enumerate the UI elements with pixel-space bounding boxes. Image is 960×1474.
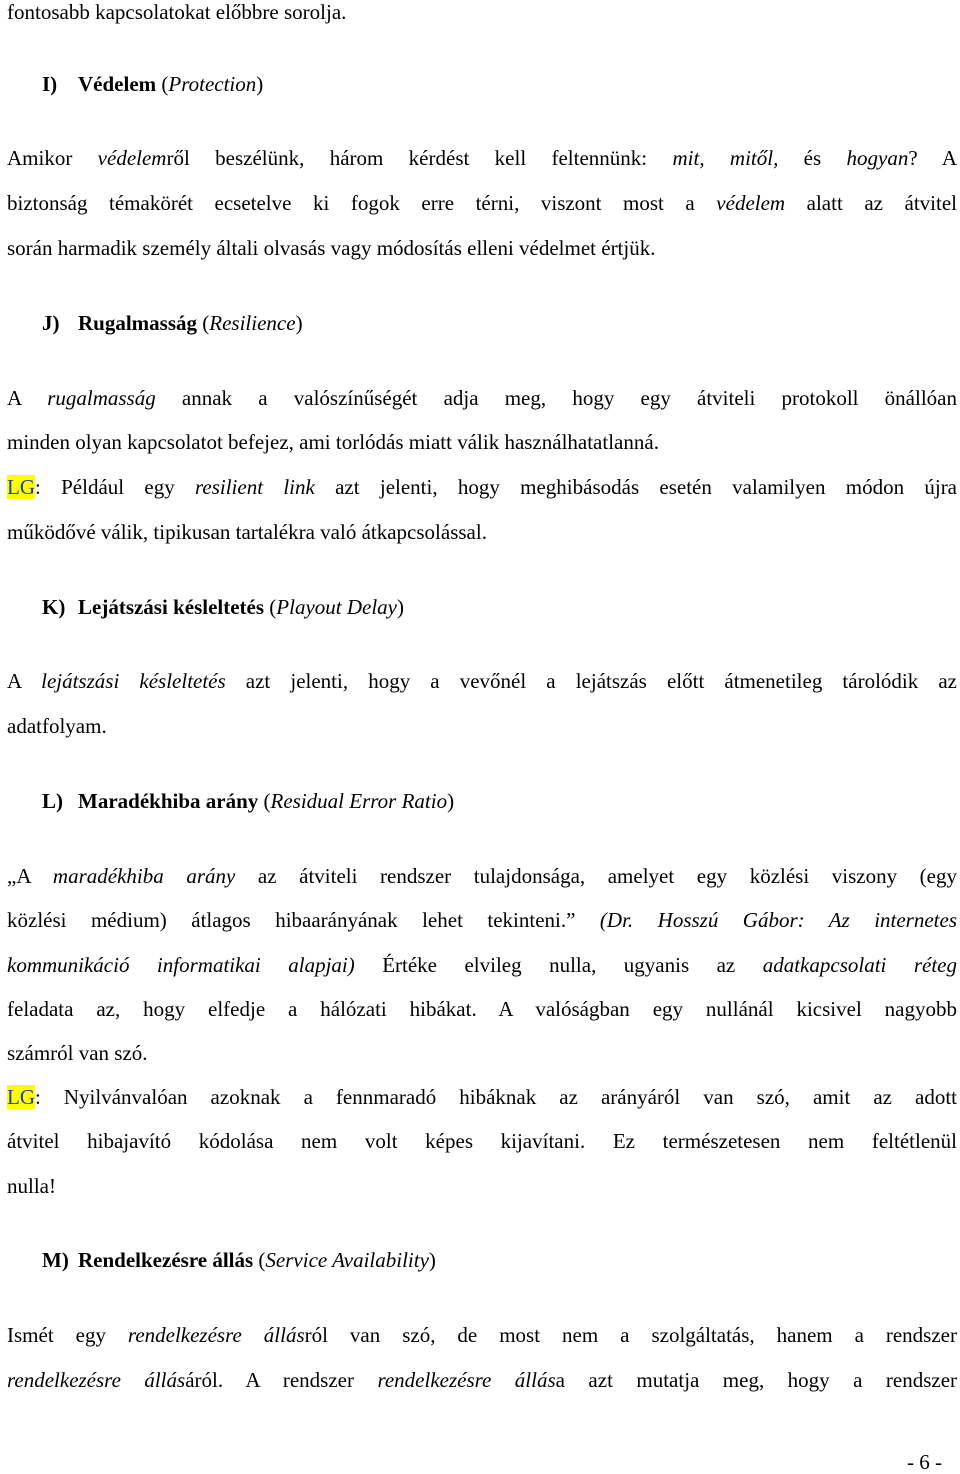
paragraph-line: Amikor védelemről beszélünk, három kérdést kell feltennünk: mit, mitől, és hogyan? A — [7, 146, 958, 170]
lg-highlight: LG — [7, 475, 35, 499]
section-heading-playout-delay: K) Lejátszási késleltetés (Playout Delay) — [42, 595, 404, 619]
lg-highlight: LG — [7, 1085, 35, 1109]
paragraph-line: rendelkezésre állásáról. A rendszer rendelkezésre állása azt mutatja meg, hogy a rendszer — [7, 1368, 958, 1392]
paragraph-line: A lejátszási késleltetés azt jelenti, hogy a vevőnél a lejátszás előtt átmenetileg tárolódik az — [7, 669, 957, 693]
paragraph-line: fontosabb kapcsolatokat előbbre sorolja. — [7, 0, 347, 24]
paragraph-line: feladata az, hogy elfedje a hálózati hibákat. A valóságban egy nullánál kicsivel nagyobb — [7, 997, 957, 1021]
paragraph-line: során harmadik személy általi olvasás vagy módosítás elleni védelmet értjük. — [7, 236, 656, 260]
paragraph-line: A rugalmasság annak a valószínűségét adja meg, hogy egy átviteli protokoll önállóan — [7, 386, 957, 410]
paragraph-line: közlési médium) átlagos hibaarányának lehet tekinteni.” (Dr. Hosszú Gábor: Az internetes — [7, 908, 958, 932]
section-heading-protection: I) Védelem (Protection) — [42, 72, 264, 96]
paragraph-line: biztonság témakörét ecsetelve ki fogok erre térni, viszont most a védelem alatt az átvitel — [7, 191, 957, 215]
paragraph-line: átvitel hibajavító kódolása nem volt képes kijavítani. Ez természetesen nem feltétlenül — [7, 1129, 957, 1153]
paragraph-line: számról van szó. — [7, 1041, 148, 1065]
paragraph-line: LG: Például egy resilient link azt jelenti, hogy meghibásodás esetén valamilyen módon újra — [7, 475, 958, 499]
paragraph-line: Ismét egy rendelkezésre állásról van szó, de most nem a szolgáltatás, hanem a rendszer — [7, 1323, 957, 1347]
page-number: - 6 - — [907, 1450, 942, 1474]
paragraph-line: adatfolyam. — [7, 714, 107, 738]
paragraph-line: minden olyan kapcsolatot befejez, ami torlódás miatt válik használhatatlanná. — [7, 430, 659, 454]
paragraph-line: kommunikáció informatikai alapjai) Értéke elvileg nulla, ugyanis az adatkapcsolati réteg — [7, 953, 957, 977]
section-heading-residual-error: L) Maradékhiba arány (Residual Error Ratio) — [42, 789, 455, 813]
paragraph-line: működővé válik, tipikusan tartalékra való átkapcsolással. — [7, 520, 487, 544]
paragraph-line: LG: Nyilvánvalóan azoknak a fennmaradó hibáknak az arányáról van szó, amit az adott — [7, 1085, 957, 1109]
paragraph-line: „A maradékhiba arány az átviteli rendszer tulajdonsága, amelyet egy közlési viszony (egy — [7, 864, 957, 888]
section-heading-resilience: J) Rugalmasság (Resilience) — [42, 311, 303, 335]
paragraph-line: nulla! — [7, 1174, 56, 1198]
section-heading-service-availability: M) Rendelkezésre állás (Service Availability) — [42, 1248, 436, 1272]
